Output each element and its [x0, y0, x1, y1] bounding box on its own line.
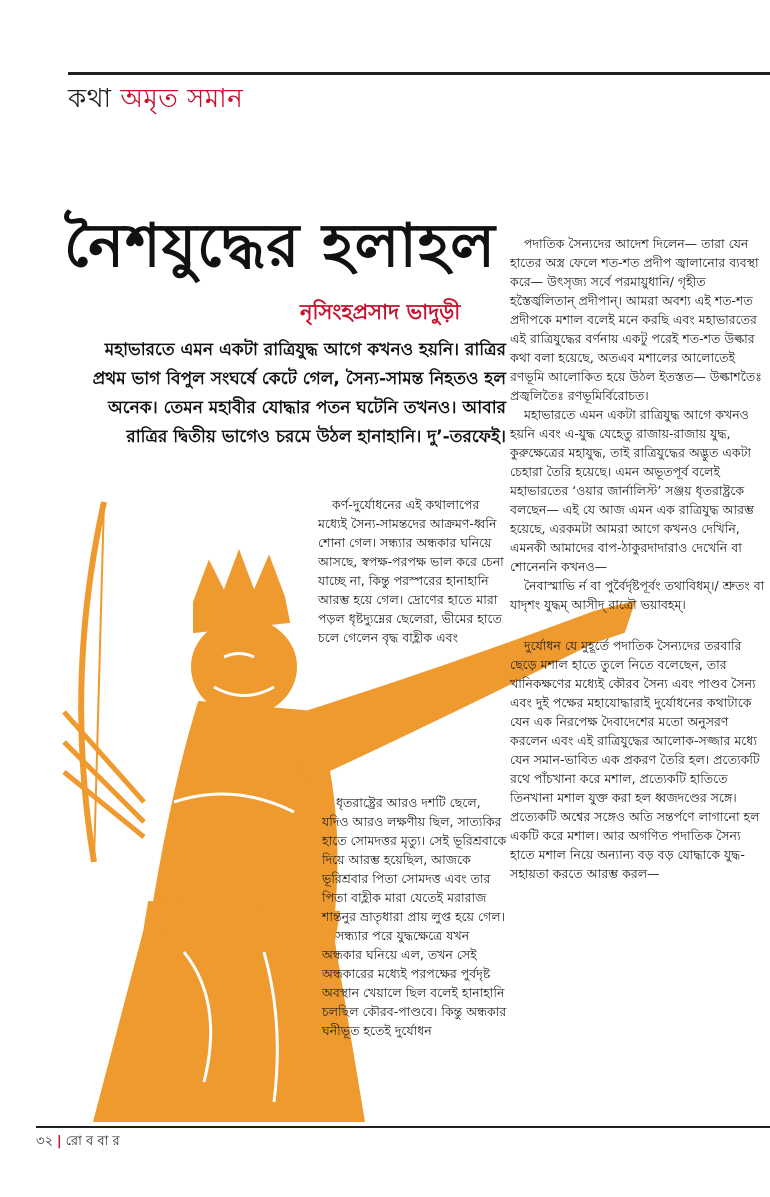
page-footer — [36, 1132, 120, 1153]
intro-paragraph: মহাভারতে এমন একটা রাত্রিযুদ্ধ আগে কখনও হয়নি। রাত্রির প্রথম ভাগ বিপুল সংঘর্ষে কেটে গেল, সৈন্য-সামন্ত নিহতও হল অনেক। তেমন মহাবীর যোদ্ধার পতন ঘটেনি তখনও। আবার রাত্রির দ্বিতীয় ভাগেও চরমে উঠল হানাহানি। দু’-তরফেই। — [92, 340, 506, 447]
column-right — [510, 234, 768, 883]
paragraph: দুর্যোধন যে মুহূর্তে পদাতিক সৈন্যদের তরবারি ছেড়ে মশাল হাতে তুলে নিতে বলেছেন, তার খানিকক্ষণের মধ্যেই কৌরব সৈন্য এবং পাণ্ডব সৈন্য এবং দুই পক্ষের মহাযোদ্ধারাই দুর্যোধনের কথাটাকে যেন এক নিরপেক্ষ দৈবাদেশের মতো অনুসরণ করলেন এবং এই রাত্রিযুদ্ধের আলোক-সজ্জার মধ্যে যেন সমান-ভাবিত এক প্রকরণ তৈরি হল। প্রত্যেকটি রথে পাঁচখানা করে মশাল, প্রত্যেকটি হাতিতে তিনখানা মশাল যুক্ত করা হল ধ্বজদণ্ডের সঙ্গে। প্রত্যেকটি অশ্বের সঙ্গেও অতি সন্তর্পণে লাগানো হল একটি করে মশাল। আর অগণিত পদাতিক সৈন্য হাতে মশাল নিয়ে অন্যান্য বড় বড় যোদ্ধাকে যুদ্ধ-সহায়তা করতে আরম্ভ করল— — [510, 638, 760, 881]
paragraph: সন্ধ্যার পরে যুদ্ধক্ষেত্রে যখন অন্ধকার ঘনিয়ে এল, তখন সেই অন্ধকারের মধ্যেই পরপক্ষের পুর্বদৃষ্ট অবস্থান খেয়ালে ছিল বলেই হানাহানি চলছিল কৌরব-পাণ্ডবে। কিন্তু অন্ধকার ঘনীভূত হতেই দুর্যোধন — [322, 928, 507, 1038]
paragraph: মহাভারতে এমন একটা রাত্রিযুদ্ধ আগে কখনও হয়নি এবং এ-যুদ্ধ যেহেতু রাজায়-রাজায় যুদ্ধ, কুরুক্ষেত্রের মহাযুদ্ধ, তাই রাত্রিযুদ্ধের অদ্ভুত একটা চেহারা তৈরি হয়েছে। এমন অভূতপূর্ব বলেই মহাভারতের ‘ওয়ার জার্নালিস্ট’ সঞ্জয় ধৃতরাষ্ট্রকে বলছেন— এই যে আজ এমন এক রাত্রিযুদ্ধ আরম্ভ হয়েছে, এরকমটা আমরা আগে কখনও দেখিনি, এমনকী আমাদের বাপ-ঠাকুরদাদারাও দেখেনি বা শোনেননি কখনও— — [510, 407, 754, 574]
kicker-part-2: অমৃত সমান — [120, 84, 244, 114]
magazine-name: রো ব বা র — [65, 1134, 120, 1149]
column-middle-bottom — [322, 793, 508, 1040]
bottom-rule — [36, 1126, 770, 1128]
column-middle-top — [318, 495, 508, 647]
article-headline: নৈশযুদ্ধের হলাহল — [64, 211, 497, 281]
page-number: ৩২ — [36, 1134, 53, 1149]
footer-separator: | — [56, 1134, 62, 1149]
top-rule — [68, 72, 770, 75]
author-byline: নৃসিংহপ্রসাদ ভাদুড়ী — [300, 300, 461, 324]
paragraph: কর্ণ-দুর্যোধনের এই কথালাপের মধ্যেই সৈন্য-সামন্তদের আক্রমণ-ধ্বনি শোনা গেল। সন্ধ্যার অন্ধকার ঘনিয়ে আসছে, স্বপক্ষ-পরপক্ষ ভাল করে চেনা যাচ্ছে না, কিন্তু পরস্পরের হানাহানি আরম্ভ হয়ে গেল। দ্রোণের হাতে মারা পড়ল ধৃষ্টদ্যুম্নের ছেলেরা, ভীমের হাতে চলে গেলেন বৃদ্ধ বাহ্লীক এবং — [318, 497, 504, 645]
paragraph: ধৃতরাষ্ট্রের আরও দশটি ছেলে, যদিও আরও লক্ষণীয় ছিল, সাত্যকির হাতে সোমদত্তর মৃত্যু। সেই ভূরিশ্রবাকে দিয়ে আরম্ভ হয়েছিল, আজকে ভূরিশ্রবার পিতা সোমদত্ত এবং তার পিতা বাহ্লীক মারা যেতেই মরারাজ শান্তনুর ভ্রাতৃধারা প্রায় লুপ্ত হয়ে গেল। — [322, 795, 507, 924]
paragraph: পদাতিক সৈন্যদের আদেশ দিলেন— তারা যেন হাতের অস্ত্র ফেলে শত-শত প্রদীপ জ্বালানোর ব্যবস্থা করে— উৎসৃজ্য সর্বে পরমায়ুধানি/ গৃহীত হস্তৈর্জ্বলিতান্ প্রদীপান্। আমরা অবশ্য এই শত-শত প্রদীপকে মশাল বলেই মনে করছি এবং মহাভারতের এই রাত্রিযুদ্ধের বর্ণনায় একটু পরেই শত-শত উল্কার কথা বলা হয়েছে, অতএব মশালের আলোতেই রণভূমি আলোকিত হয়ে উঠল ইতস্তত— উল্কাশতৈঃ প্রজ্বলিতৈঃ রণভূমির্বিরোচত। — [510, 236, 762, 403]
sanskrit-verse: নৈবাস্মাভি র্ন বা পুর্বৈর্দৃষ্টপূর্বং তথাবিধম্।/ শ্রুতং বা যাদৃশং যুদ্ধম্ আসীদ্ রাত্রৌ ভয়াবহম্। — [510, 578, 765, 612]
section-kicker — [68, 78, 243, 122]
kicker-part-1: কথা — [68, 84, 112, 114]
